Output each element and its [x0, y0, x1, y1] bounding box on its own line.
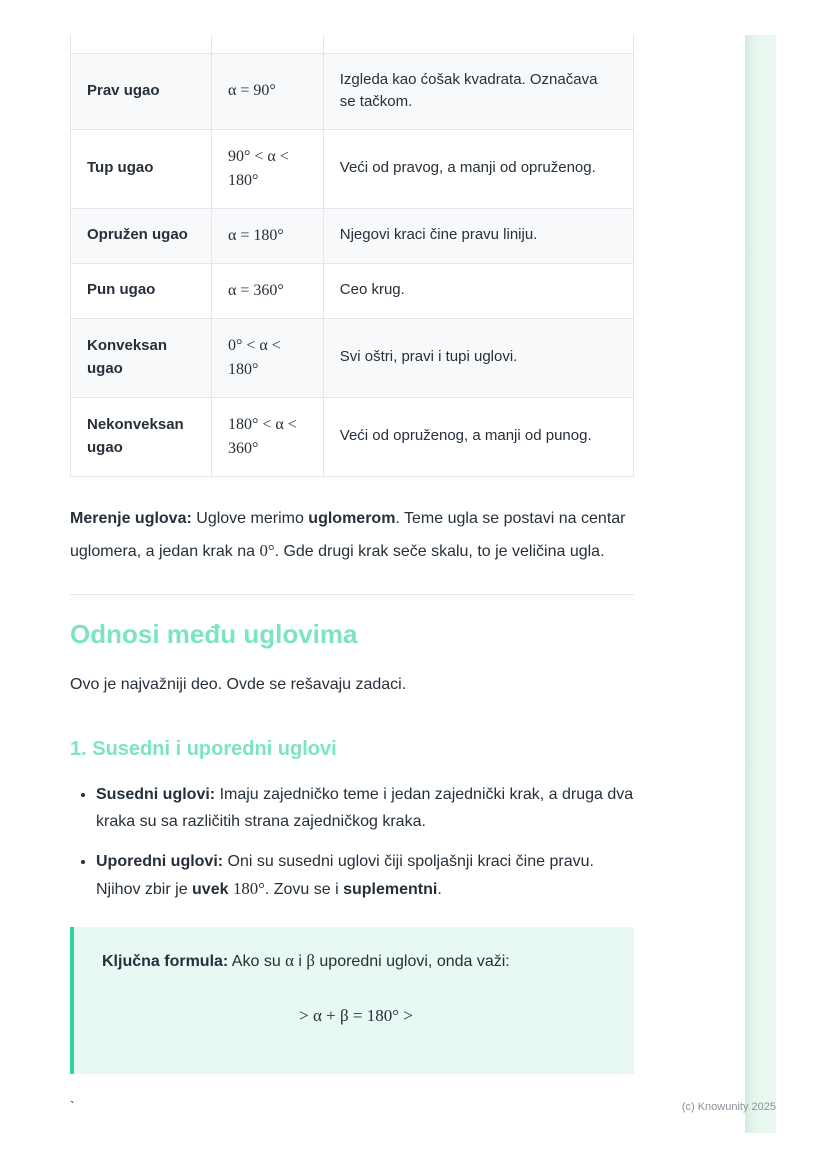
bold-text: suplementni: [343, 880, 438, 898]
angle-formula: 90° < α < 180°: [227, 147, 289, 189]
angle-name-cell: Opružen ugao: [71, 208, 212, 263]
text-run: . Teme ugla se postavi na centar uglomera, a jedan krak na: [70, 509, 626, 560]
bullet-list: [70, 781, 634, 903]
angle-name-cell: Pun ugao: [71, 263, 212, 318]
text-run: . Zovu se i: [264, 880, 344, 898]
backtick-char: `: [70, 1097, 75, 1114]
bold-text: Merenje uglova:: [70, 509, 192, 527]
text-run: uporedni uglovi, onda važi:: [314, 952, 510, 970]
angle-formula: α = 360°: [227, 281, 284, 299]
table-row: [71, 263, 634, 318]
angle-formula-cell: [211, 53, 323, 129]
text-run: Ako su: [228, 952, 286, 970]
bold-text: Ključna formula:: [102, 952, 229, 970]
angle-desc-cell: Veći od pravog, a manji od opruženog.: [323, 129, 633, 208]
angle-types-table: [70, 35, 634, 477]
document-page: [70, 0, 634, 1114]
text-run: i: [293, 952, 307, 970]
text-run: . Gde drugi krak seče skalu, to je veličina ugla.: [274, 542, 605, 560]
paragraph-merenje: [70, 503, 634, 568]
angle-name-cell: Tup ugao: [71, 129, 212, 208]
heading-odnosi-medu-uglovima: Odnosi među uglovima: [70, 618, 358, 649]
angle-formula-cell: [211, 318, 323, 397]
math-inline: 180°: [232, 878, 265, 898]
angle-desc-cell: [323, 35, 633, 53]
bold-text: uglomerom: [308, 509, 396, 527]
table-row: [71, 129, 634, 208]
math-inline: α: [285, 950, 294, 970]
angle-desc-cell: Ceo krug.: [323, 263, 633, 318]
angle-formula-cell: [211, 35, 323, 53]
page-edge-stripe: [745, 35, 776, 1133]
angle-formula: 180° < α < 360°: [227, 415, 297, 457]
angle-formula-cell: [211, 397, 323, 476]
text-run: .: [437, 880, 442, 898]
angle-formula: 0° < α < 180°: [227, 336, 281, 378]
angle-desc-cell: Njegovi kraci čine pravu liniju.: [323, 208, 633, 263]
callout-box: [70, 927, 634, 1074]
table-row: [71, 318, 634, 397]
text-run: Imaju zajedničko teme i jedan zajednički krak, a druga dva kraka su sa različitih strana zajedničkog kraka.: [96, 785, 634, 830]
list-item-uporedni: [96, 848, 634, 903]
angle-name-cell: [71, 35, 212, 53]
table-row: [71, 208, 634, 263]
table-row: [71, 53, 634, 129]
angle-name-cell: Nekonveksan ugao: [71, 397, 212, 476]
angle-desc-cell: Svi oštri, pravi i tupi uglovi.: [323, 318, 633, 397]
bold-text: Uporedni uglovi:: [96, 852, 224, 870]
angle-name-cell: Prav ugao: [71, 53, 212, 129]
callout-formula: > α + β = 180° >: [299, 1005, 413, 1025]
angle-formula-cell: [211, 208, 323, 263]
subheading-susedni-uporedni: 1. Susedni i uporedni uglovi: [70, 737, 337, 760]
table-row: [71, 397, 634, 476]
angle-formula-cell: [211, 129, 323, 208]
angle-desc-cell: Veći od opruženog, a manji od punog.: [323, 397, 633, 476]
angle-name-cell: Konveksan ugao: [71, 318, 212, 397]
callout-text: [102, 949, 610, 974]
list-item-susedni: [96, 781, 634, 835]
table-row-partial: [71, 35, 634, 53]
bold-text: uvek: [192, 880, 229, 898]
text-run: Uglove merimo: [191, 509, 309, 527]
paragraph-intro: Ovo je najvažniji deo. Ovde se rešavaju zadaci.: [70, 675, 407, 693]
math-inline: β: [306, 950, 315, 970]
angle-formula: α = 180°: [227, 226, 284, 244]
section-divider: [70, 594, 634, 595]
math-inline: 0°: [259, 540, 275, 560]
bold-text: Susedni uglovi:: [96, 785, 216, 803]
angle-formula: α = 90°: [227, 82, 276, 99]
footer-credit: (c) Knowunity 2025: [681, 1101, 776, 1113]
angle-desc-cell: Izgleda kao ćošak kvadrata. Označava se tačkom.: [323, 53, 633, 129]
text-run: Oni su susedni uglovi čiji spoljašnji kraci čine pravu. Njihov zbir je: [96, 852, 594, 898]
angle-formula-cell: [211, 263, 323, 318]
